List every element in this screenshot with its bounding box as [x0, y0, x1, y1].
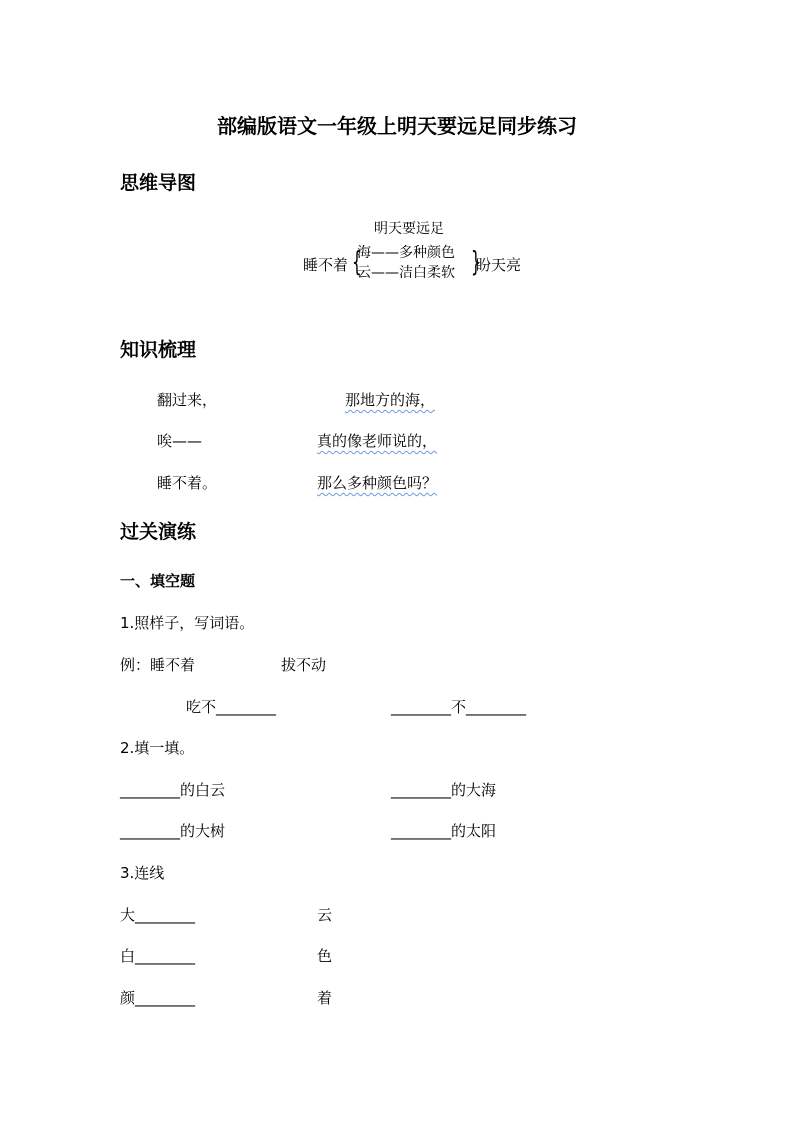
q3-left-2: 白________: [120, 947, 196, 965]
mindmap-left: 睡不着: [303, 256, 349, 274]
mindmap-line-1: 海——多种颜色: [357, 245, 455, 261]
practice-heading: 过关演练: [120, 521, 197, 543]
mindmap-heading: 思维导图: [120, 172, 197, 194]
knowledge-right-1: 那地方的海，: [345, 391, 436, 409]
q3-left-3: 颜________: [120, 989, 196, 1007]
q1-example-2: 拔不动: [281, 656, 327, 674]
q2-item-3: ________的大树: [120, 822, 226, 840]
q2-item-2: ________的大海: [391, 781, 497, 799]
q2-item-1: ________的白云: [120, 781, 226, 799]
knowledge-heading: 知识梳理: [120, 339, 197, 361]
q1-example: 例：睡不着: [120, 656, 196, 674]
left-brace-icon: {: [352, 245, 362, 278]
q2-prompt: 2.填一填。: [120, 739, 195, 757]
q3-right-2: 色: [317, 947, 333, 965]
page-title: 部编版语文一年级上明天要远足同步练习: [217, 114, 577, 138]
q3-right-3: 着: [317, 989, 333, 1007]
q3-right-1: 云: [317, 906, 333, 924]
q2-item-4: ________的太阳: [391, 822, 497, 840]
knowledge-left-1: 翻过来，: [157, 391, 218, 409]
mindmap-line-2: 云——洁白柔软: [357, 265, 455, 281]
q1-prompt: 1.照样子，写词语。: [120, 614, 255, 632]
q1-blank-a: 吃不________: [186, 698, 277, 716]
q1-blank-b: ________不________: [391, 698, 527, 716]
knowledge-right-2: 真的像老师说的，: [317, 432, 438, 450]
knowledge-left-3: 睡不着。: [157, 474, 218, 492]
knowledge-left-2: 唉——: [157, 432, 203, 450]
q3-prompt: 3.连线: [120, 864, 165, 882]
q3-left-1: 大________: [120, 906, 196, 924]
mindmap-right: 盼天亮: [476, 256, 522, 274]
mindmap-center: 明天要远足: [374, 221, 444, 237]
section-fill-blank: 一、填空题: [120, 572, 196, 590]
right-brace-icon: }: [471, 245, 481, 278]
knowledge-right-3: 那么多种颜色吗？: [317, 474, 438, 492]
